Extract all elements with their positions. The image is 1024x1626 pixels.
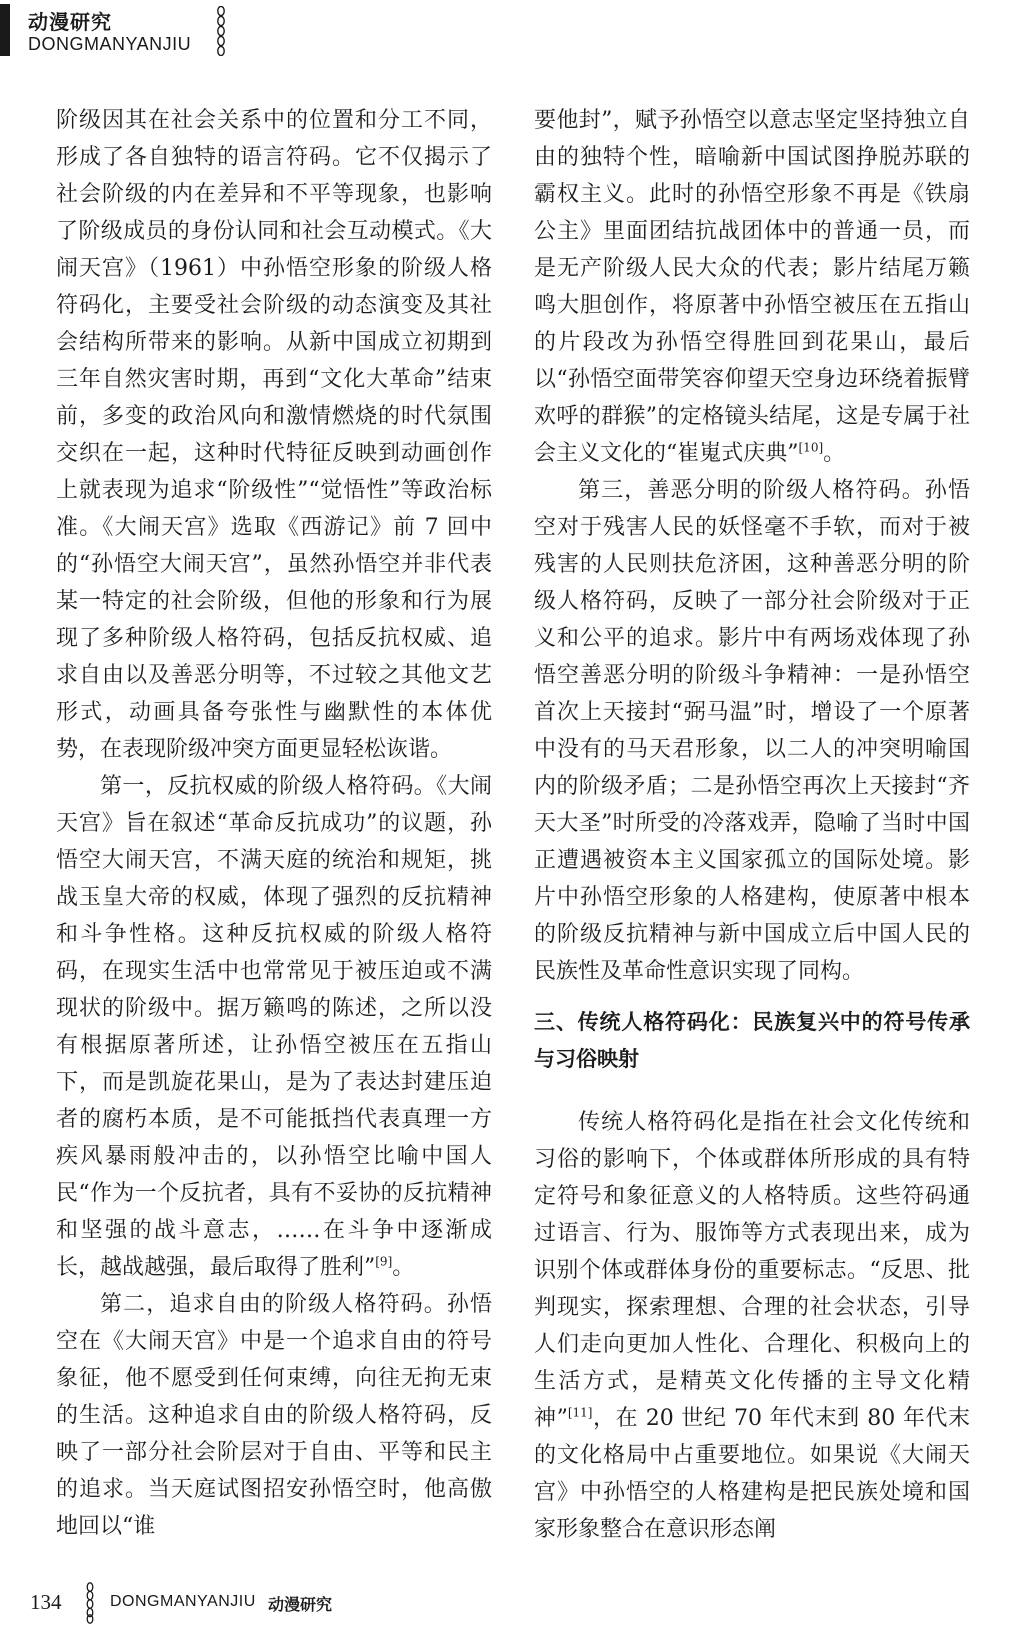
paragraph: [534, 102, 970, 472]
paragraph: 第二，追求自由的阶级人格符码。孙悟空在《大闹天宫》中是一个追求自由的符号象征，他不愿受到任何束缚，向往无拘无束的生活。这种追求自由的阶级人格符码，反映了一部分社会阶层对于自由、平等和民主的追求。当天庭试图招安孙悟空时，他高傲地回以“谁: [56, 1292, 492, 1539]
section-heading: 三、传统人格符码化：民族复兴中的符号传承与习俗映射: [534, 1010, 970, 1071]
paragraph-text: 第一，反抗权威的阶级人格符码。《大闹天宫》旨在叙述“革命反抗成功”的议题，孙悟空大闹天宫，不满天庭的统治和规矩，挑战玉皇大帝的权威，体现了强烈的反抗精神和斗争性格。这种反抗权威的阶级人格符码，在现实生活中也常常见于被压迫或不满现状的阶级中。据万籁鸣的陈述，之所以没有根据原著所述，让孙悟空被压在五指山下，而是凯旋花果山，是为了表达封建压迫者的腐朽本质，是不可能抵挡代表真理一方疾风暴雨般冲击的，以孙悟空比喻中国人民“作为一个反抗者，具有不妥协的反抗精神和坚强的战斗意志，……在斗争中逐渐成长，越战越强，最后取得了胜利”: [56, 774, 492, 1280]
journal-title-en: DONGMANYANJIU: [28, 34, 192, 54]
citation-ref: [9]: [375, 1254, 393, 1269]
header-bar: [0, 4, 10, 56]
chain-ornament-icon: [214, 6, 228, 56]
chain-ornament-icon: [84, 1582, 96, 1624]
paragraph: 阶级因其在社会关系中的位置和分工不同，形成了各自独特的语言符码。它不仅揭示了社会阶级的内在差异和不平等现象，也影响了阶级成员的身份认同和社会互动模式。《大闹天宫》（1961）中孙悟空形象的阶级人格符码化，主要受社会阶级的动态演变及其社会结构所带来的影响。从新中国成立初期到三年自然灾害时期，再到“文化大革命”结束前，多变的政治风向和激情燃烧的时代氛围交织在一起，这种时代特征反映到动画创作上就表现为追求“阶级性”“觉悟性”等政治标准。《大闹天宫》选取《西游记》前 7 回中的“孙悟空大闹天宫”，虽然孙悟空并非代表某一特定的社会阶级，但他的形象和行为展现了多种阶级人格符码，包括反抗权威、追求自由以及善恶分明等，不过较之其他文艺形式，动画具备夸张性与幽默性的本体优势，在表现阶级冲突方面更显轻松诙谐。: [56, 108, 492, 762]
paragraph-end: 。: [823, 441, 846, 466]
footer-journal-en: DONGMANYANJIU: [110, 1593, 256, 1610]
right-column: [534, 102, 970, 1548]
left-column: [56, 102, 492, 1545]
paragraph-end: ，在 20 世纪 70 年代末到 80 年代末的文化格局中占重要地位。如果说《大闹天宫》中孙悟空的人格建构是把民族处境和国家形象整合在意识形态阐: [534, 1406, 970, 1542]
paragraph-end: 。: [392, 1255, 415, 1280]
paragraph: 第三，善恶分明的阶级人格符码。孙悟空对于残害人民的妖怪毫不手软，而对于被残害的人民则扶危济困，这种善恶分明的阶级人格符码，反映了一部分社会阶级对于正义和公平的追求。影片中有两场戏体现了孙悟空善恶分明的阶级斗争精神：一是孙悟空首次上天接封“弼马温”时，增设了一个原著中没有的马天君形象，以二人的冲突明喻国内的阶级矛盾；二是孙悟空再次上天接封“齐天大圣”时所受的冷落戏弄，隐喻了当时中国正遭遇被资本主义国家孤立的国际处境。影片中孙悟空形象的人格建构，使原著中根本的阶级反抗精神与新中国成立后中国人民的民族性及革命性意识实现了同构。: [534, 478, 970, 984]
paragraph-text: 要他封”，赋予孙悟空以意志坚定坚持独立自由的独特个性，暗喻新中国试图挣脱苏联的霸权主义。此时的孙悟空形象不再是《铁扇公主》里面团结抗战团体中的普通一员，而是无产阶级人民大众的代表；影片结尾万籁鸣大胆创作，将原著中孙悟空被压在五指山的片段改为孙悟空得胜回到花果山，最后以“孙悟空面带笑容仰望天空身边环绕着振臂欢呼的群猴”的定格镜头结尾，这是专属于社会主义文化的“崔嵬式庆典”: [534, 108, 970, 466]
journal-title-cn: 动漫研究: [28, 10, 112, 34]
citation-ref: [10]: [798, 440, 824, 455]
paragraph: [56, 768, 492, 1286]
citation-ref: [11]: [567, 1405, 593, 1420]
footer-journal-cn: 动漫研究: [268, 1595, 333, 1614]
paragraph-text: 传统人格符码化是指在社会文化传统和习俗的影响下，个体或群体所形成的具有特定符号和象征意义的人格特质。这些符码通过语言、行为、服饰等方式表现出来，成为识别个体或群体身份的重要标志。“反思、批判现实，探索理想、合理的社会状态，引导人们走向更加人性化、合理化、积极向上的生活方式，是精英文化传播的主导文化精神”: [534, 1110, 970, 1431]
paragraph: [534, 1104, 970, 1548]
page-number: 134: [30, 1590, 62, 1614]
